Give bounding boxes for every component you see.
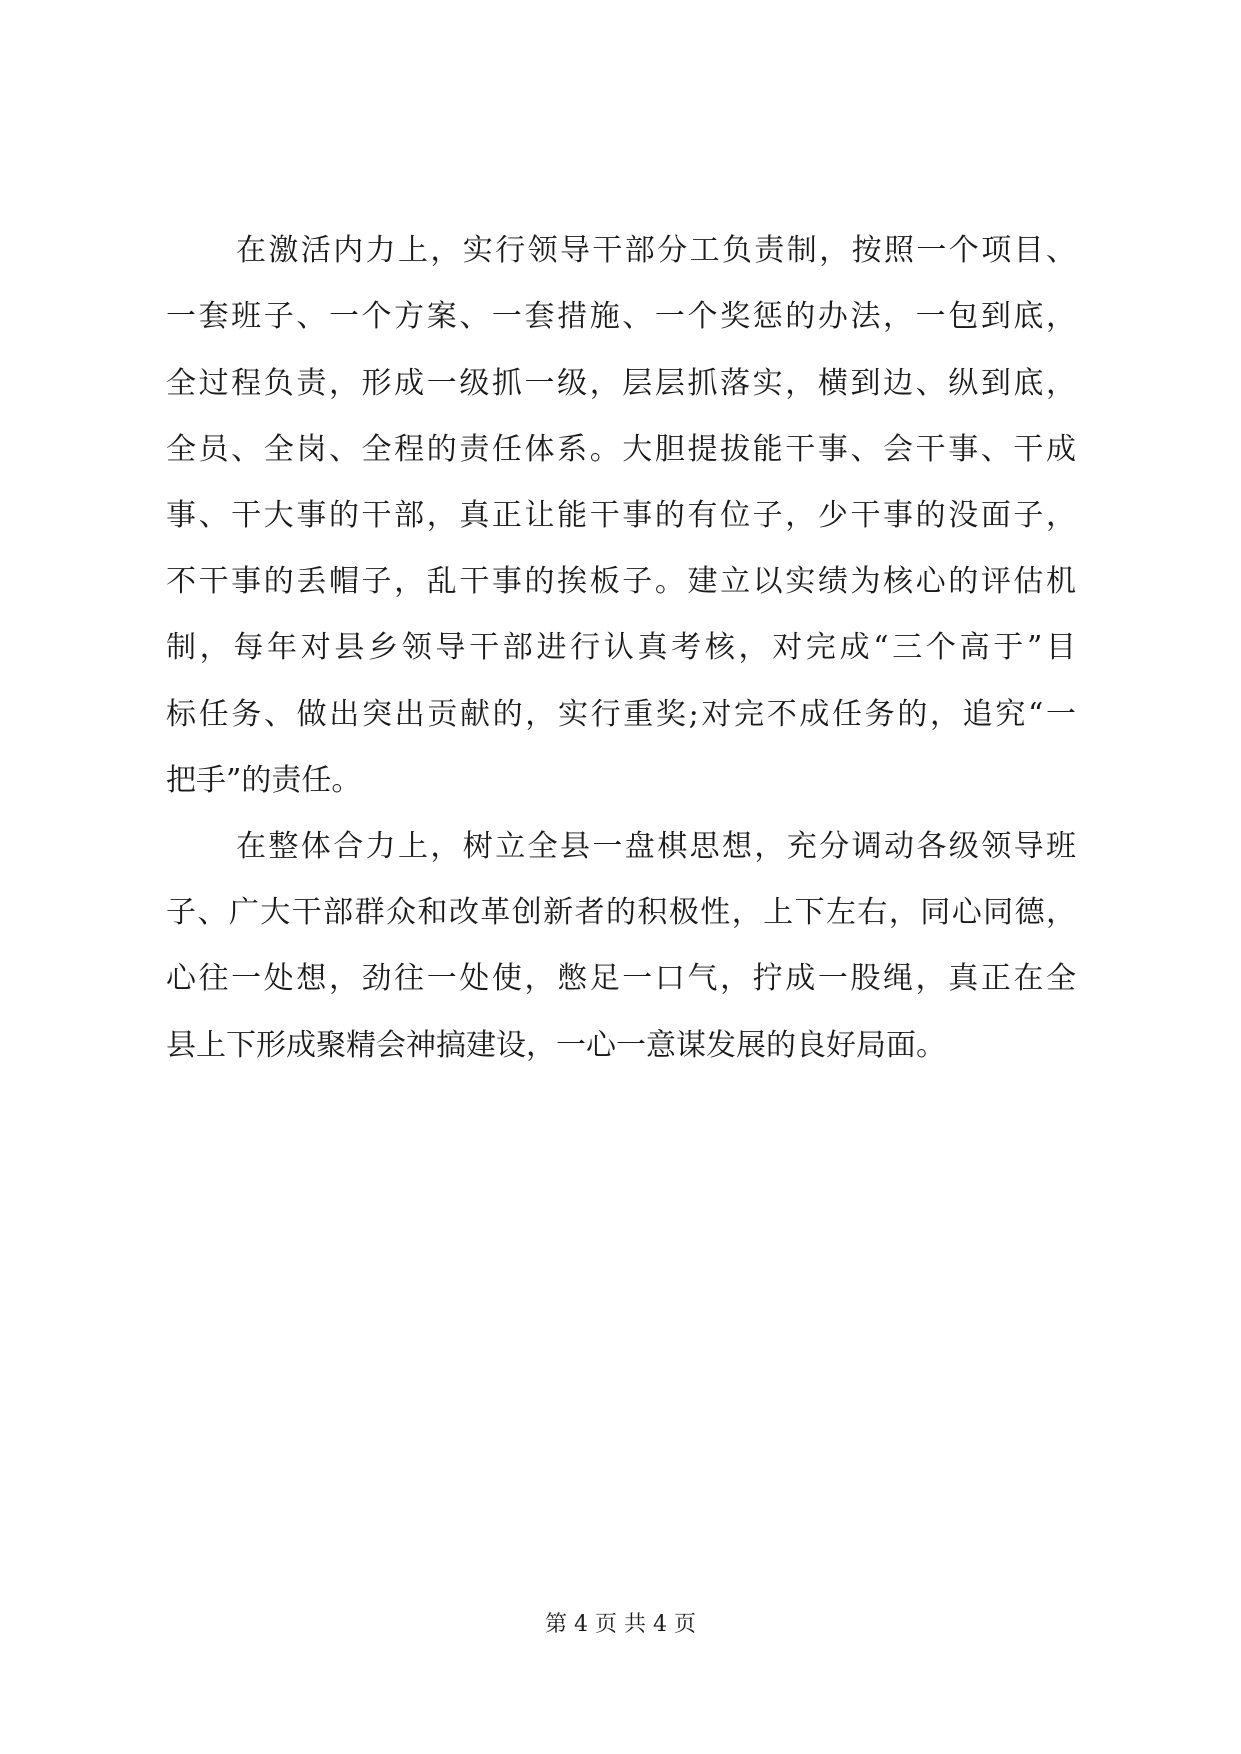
- paragraph-1-line-5: 事、干大事的干部，真正让能干事的有位子，少干事的没面子，: [166, 498, 1076, 533]
- paragraph-1-line-3: 全过程负责，形成一级抓一级，层层抓落实，横到边、纵到底，: [166, 366, 1076, 401]
- paragraph-1-line-6: 不干事的丢帽子，乱干事的挨板子。建立以实绩为核心的评估机: [166, 564, 1076, 599]
- paragraph-1-line-1: 在激活内力上，实行领导干部分工负责制，按照一个项目、: [236, 233, 1076, 268]
- paragraph-2-line-4: 县上下形成聚精会神搞建设，一心一意谋发展的良好局面。: [166, 1028, 946, 1063]
- paragraph-2-line-2: 子、广大干部群众和改革创新者的积极性，上下左右，同心同德，: [166, 895, 1076, 930]
- paragraph-1-line-9: 把手”的责任。: [166, 763, 362, 798]
- paragraph-2-line-3: 心往一处想，劲往一处使，憋足一口气，拧成一股绳，真正在全: [166, 961, 1076, 996]
- page-number-footer: 第 4 页 共 4 页: [545, 1612, 696, 1637]
- paragraph-1-line-4: 全员、全岗、全程的责任体系。大胆提拔能干事、会干事、干成: [166, 432, 1076, 467]
- paragraph-1-line-2: 一套班子、一个方案、一套措施、一个奖惩的办法，一包到底，: [166, 299, 1076, 334]
- paragraph-2-line-1: 在整体合力上，树立全县一盘棋思想，充分调动各级领导班: [236, 829, 1076, 864]
- paragraph-1-line-7: 制，每年对县乡领导干部进行认真考核，对完成“三个高于”目: [166, 630, 1076, 665]
- paragraph-1-line-8: 标任务、做出突出贡献的，实行重奖;对完不成任务的，追究“一: [166, 697, 1076, 732]
